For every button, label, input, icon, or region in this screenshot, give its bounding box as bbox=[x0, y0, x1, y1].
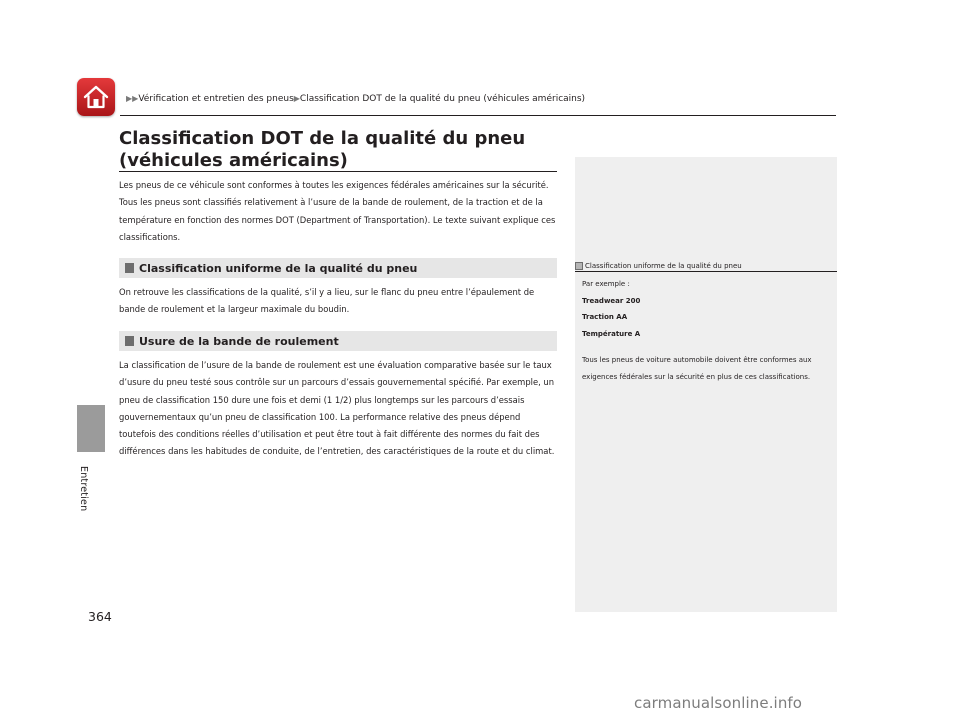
section-heading-text: Usure de la bande de roulement bbox=[139, 334, 339, 348]
breadcrumb-arrow-icon: ▶ bbox=[293, 94, 300, 103]
watermark-text: carmanualsonline.info bbox=[634, 694, 803, 712]
section-square-icon bbox=[125, 263, 134, 273]
section-heading-text: Classification uniforme de la qualité du pneu bbox=[139, 261, 418, 275]
home-icon bbox=[83, 85, 109, 109]
note-icon bbox=[575, 262, 583, 270]
page-title: Classification DOT de la qualité du pneu (véhicules américains) bbox=[119, 128, 526, 171]
breadcrumb-current: Classification DOT de la qualité du pneu (véhicules américains) bbox=[299, 94, 586, 104]
note-body-text: Tous les pneus de voiture automobile doivent être conformes aux exigences fédérales sur la sécurité en plus de ces classifications. bbox=[582, 356, 812, 381]
note-header bbox=[575, 260, 837, 271]
section-heading-treadwear bbox=[119, 331, 557, 351]
intro-paragraph: Les pneus de ce véhicule sont conformes à toutes les exigences fédérales américaines sur la sécurité. Tous les pneus sont classifiés relativement à l’usure de la bande de roulement, de la traction et de la température en fonction des normes DOT (Department of Transportation). Le texte suivant explique ces classifications. bbox=[119, 180, 556, 242]
section-heading-quality bbox=[119, 258, 557, 278]
home-button[interactable] bbox=[77, 78, 115, 116]
section-tab-marker[interactable] bbox=[77, 405, 105, 452]
note-example-traction: Traction AA bbox=[582, 313, 628, 321]
breadcrumb-arrow-icon: ▶ bbox=[132, 94, 139, 103]
breadcrumb bbox=[126, 94, 585, 104]
note-example-label: Par exemple : bbox=[582, 280, 630, 288]
note-title: Classification uniforme de la qualité du pneu bbox=[585, 261, 742, 270]
header-divider bbox=[120, 115, 836, 116]
section-tab-label: Entretien bbox=[78, 466, 89, 512]
page-number: 364 bbox=[88, 609, 112, 624]
note-example-temperature: Température A bbox=[582, 330, 641, 338]
section-body-quality: On retrouve les classifications de la qualité, s’il y a lieu, sur le flanc du pneu entre l’épaulement de bande de roulement et la largeur maximale du boudin. bbox=[119, 287, 535, 315]
breadcrumb-link-tires[interactable]: Vérification et entretien des pneus bbox=[138, 94, 294, 104]
note-example-treadwear: Treadwear 200 bbox=[582, 297, 641, 305]
breadcrumb-arrow-icon: ▶ bbox=[126, 94, 133, 103]
note-divider bbox=[575, 271, 837, 272]
section-square-icon bbox=[125, 336, 134, 346]
title-divider bbox=[119, 171, 557, 172]
section-body-treadwear: La classification de l’usure de la bande de roulement est une évaluation comparative basée sur le taux d’usure du pneu testé sous contrôle sur un parcours d’essais gouvernemental spécifié. Par exemple, un pneu de classification 150 dure une fois et demi (1 1/2) plus longtemps sur les parcours d’essais gouvernementaux qu’un pneu de classification 100. La performance relative des pneus dépend toutefois des conditions réelles d’utilisation et peut être tout à fait différente des normes du fait des différences dans les habitudes de conduite, de l’entretien, des caractéristiques de la route et du climat. bbox=[119, 360, 555, 457]
